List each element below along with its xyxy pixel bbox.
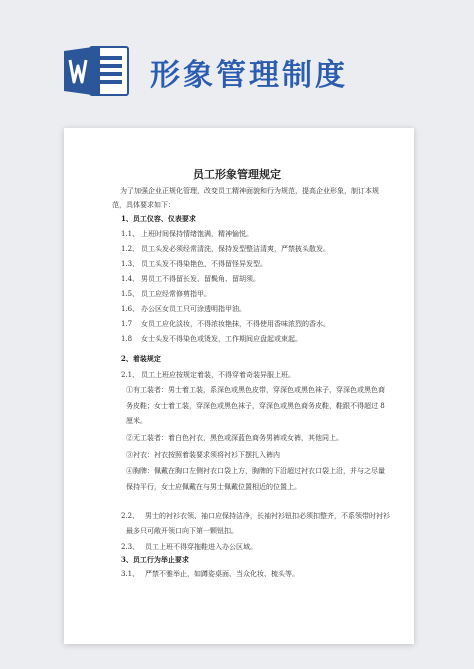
item-text: 员工头发必须经常清洗，保持发型整洁清爽，严禁披头散发。 bbox=[141, 245, 330, 253]
item-number: 1.1、 bbox=[121, 230, 140, 238]
document-title: 员工形象管理规定 bbox=[193, 168, 281, 181]
item-number: 2.1、 bbox=[121, 371, 140, 379]
list-item bbox=[121, 335, 302, 343]
item-number: 2.3、 bbox=[121, 543, 140, 551]
paragraph-line: 务皮鞋；女士着工装，穿深色或黑色袜子，穿深色或黑色商务皮鞋，鞋跟不得超过 8 bbox=[126, 402, 385, 410]
list-item bbox=[121, 371, 295, 379]
list-item bbox=[121, 320, 330, 328]
item-text: 男员工不得留长发、留鬓角、留胡须。 bbox=[141, 275, 260, 283]
item-text: 员工应经常修剪指甲。 bbox=[141, 290, 211, 298]
item-text: 女士头发不得染色或烫发，工作期间应盘起或束起。 bbox=[141, 335, 302, 343]
item-number: 1.5、 bbox=[121, 290, 140, 298]
item-text: 员工上班不得穿拖鞋进入办公区域。 bbox=[145, 543, 257, 551]
paragraph-line: ②无工装者：着白色衬衣，黑色或深蓝色商务男裤或女裤，其他同上。 bbox=[126, 434, 343, 442]
list-item bbox=[121, 230, 253, 238]
intro-line-1: 为了加强企业正规化管理，改变员工精神面貌和行为规范，提高企业形象，制订本规 bbox=[120, 187, 379, 195]
list-item bbox=[121, 275, 260, 283]
list-item bbox=[121, 245, 330, 253]
item-text: 上班时间保持情绪饱满，精神愉悦。 bbox=[141, 230, 253, 238]
item-number: 3.1、 bbox=[121, 570, 140, 578]
list-item bbox=[121, 260, 267, 268]
item-number: 1.6、 bbox=[121, 305, 140, 313]
banner-title: 形象管理制度 bbox=[150, 58, 348, 93]
section-3-heading: 3、员工行为举止要求 bbox=[121, 555, 189, 564]
list-item bbox=[121, 290, 211, 298]
item-text: 严禁不雅举止，如蹲姿桌面、当众化妆、梳头等。 bbox=[145, 570, 299, 578]
list-item bbox=[121, 570, 299, 578]
item-number: 1.8 bbox=[121, 335, 133, 343]
item-text: 男士的衬衫衣领、袖口应保持洁净，长袖衬衫钮扣必须扣整齐，不系领带时衬衫 bbox=[145, 512, 390, 520]
item-text: 员工头发不得染艳色，不得留怪异发型。 bbox=[141, 260, 267, 268]
item-text: 女员工应化淡妆，不得浓妆艳抹，不得使用香味浓烈的香水。 bbox=[141, 320, 330, 328]
paragraph-line: ④胸牌：佩戴在胸口左侧衬衣口袋上方，胸牌的下沿超过衬衣口袋上沿，并与之尽量 bbox=[126, 467, 385, 475]
section-2-heading: 2、着装规定 bbox=[121, 354, 161, 363]
paragraph-line: ③衬衣：衬衣按照着装要求须将衬衫下摆扎入裤内 bbox=[126, 451, 280, 459]
item-number: 1.2、 bbox=[121, 245, 140, 253]
item-number: 1.3、 bbox=[121, 260, 140, 268]
word-icon bbox=[64, 44, 130, 98]
paragraph-line: 厘米。 bbox=[126, 417, 147, 425]
paragraph-line: 保持平行，女士应佩戴在与男士佩戴位置相近的位置上。 bbox=[126, 483, 301, 491]
list-item bbox=[121, 305, 246, 313]
item-number: 1.4、 bbox=[121, 275, 140, 283]
paragraph-line: 最多只可敞开领口向下第一颗钮扣。 bbox=[126, 527, 238, 535]
item-number: 1.7 bbox=[121, 320, 133, 328]
section-1-heading: 1、员工仪容、仪表要求 bbox=[121, 214, 196, 223]
item-text: 办公区女员工只可涂透明指甲油。 bbox=[141, 305, 246, 313]
intro-line-2: 范，具体要求如下： bbox=[112, 201, 175, 209]
banner bbox=[0, 0, 474, 130]
item-number: 2.2、 bbox=[121, 512, 140, 520]
list-item bbox=[121, 543, 257, 551]
paragraph-line: ①有工装者：男士着工装，系深色或黑色皮带，穿深色或黑色袜子，穿深色或黑色商 bbox=[126, 386, 385, 394]
item-text: 员工上班应按规定着装，不得穿着奇装异服上班。 bbox=[141, 371, 295, 379]
list-item bbox=[121, 512, 390, 520]
